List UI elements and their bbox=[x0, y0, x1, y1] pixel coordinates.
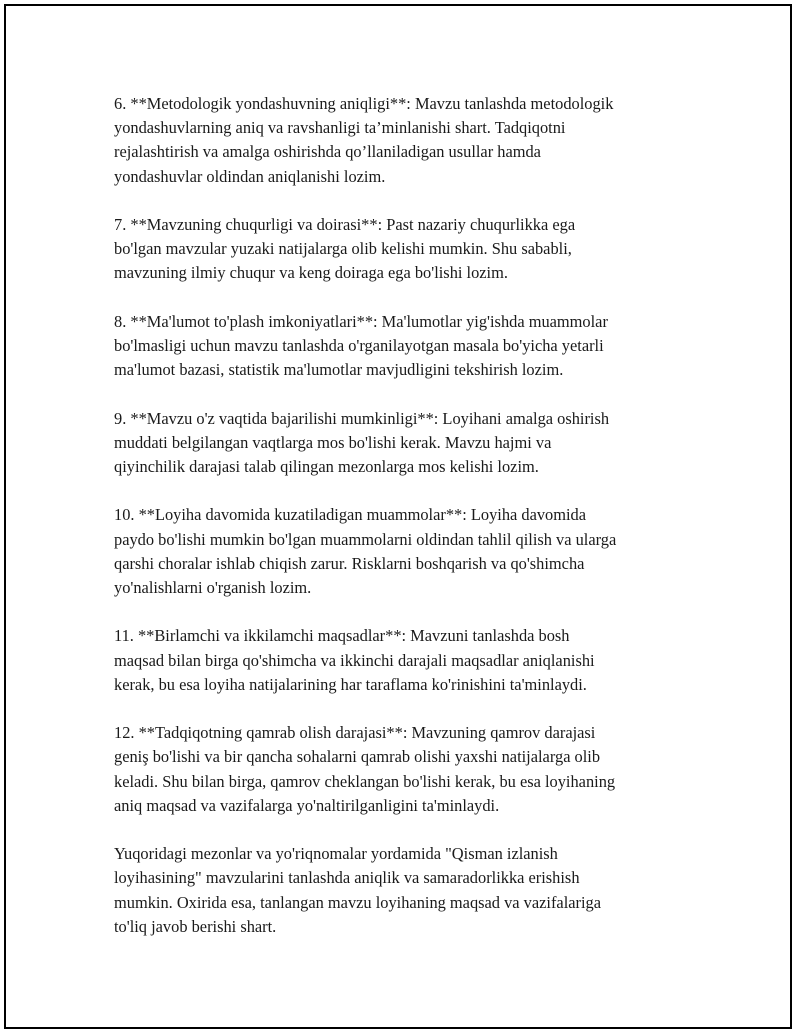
paragraph bbox=[114, 310, 714, 383]
paragraph bbox=[114, 407, 714, 480]
paragraph bbox=[114, 624, 714, 697]
text-line: qarshi choralar ishlab chiqish zarur. Risklarni boshqarish va qo'shimcha bbox=[114, 553, 585, 573]
text-line: yondashuvlar oldindan aniqlanishi lozim. bbox=[114, 166, 386, 186]
text-line: loyihasining" mavzularini tanlashda aniqlik va samaradorlikka erishish bbox=[114, 868, 580, 888]
text-line: maqsad bilan birga qo'shimcha va ikkinchi darajali maqsadlar aniqlanishi bbox=[114, 650, 595, 670]
text-line: 12. **Tadqiqotning qamrab olish darajasi**: Mavzuning qamrov darajasi bbox=[114, 723, 596, 743]
paragraph bbox=[114, 92, 714, 189]
text-line: keladi. Shu bilan birga, qamrov cheklangan bo'lishi kerak, bu esa loyihaning bbox=[114, 771, 616, 791]
paragraph bbox=[114, 721, 714, 818]
text-line: muddati belgilangan vaqtlarga mos bo'lishi kerak. Mavzu hajmi va bbox=[114, 432, 552, 452]
text-line: ma'lumot bazasi, statistik ma'lumotlar mavjudligini tekshirish lozim. bbox=[114, 360, 564, 380]
paragraph bbox=[114, 213, 714, 286]
paragraph bbox=[114, 842, 714, 939]
text-line: kerak, bu esa loyiha natijalarining har taraflama ko'rinishini ta'minlaydi. bbox=[114, 674, 587, 694]
text-line: geniş bo'lishi va bir qancha sohalarni qamrab olishi yaxshi natijalarga olib bbox=[114, 747, 601, 767]
text-line: 7. **Mavzuning chuqurligi va doirasi**: Past nazariy chuqurlikka ega bbox=[114, 215, 576, 234]
text-line: qiyinchilik darajasi talab qilingan mezonlarga mos kelishi lozim. bbox=[114, 457, 539, 476]
paragraph bbox=[114, 503, 714, 600]
text-line: yo'nalishlarni o'rganish lozim. bbox=[114, 578, 312, 597]
text-line: yondashuvlarning aniq va ravshanligi ta’minlanishi shart. Tadqiqotni bbox=[114, 118, 566, 138]
text-line: bo'lgan mavzular yuzaki natijalarga olib kelishi mumkin. Shu sababli, bbox=[114, 239, 572, 259]
text-line: 11. **Birlamchi va ikkilamchi maqsadlar**: Mavzuni tanlashda bosh bbox=[114, 626, 570, 646]
text-line: 10. **Loyiha davomida kuzatiladigan muammolar**: Loyiha davomida bbox=[114, 505, 587, 525]
text-line: rejalashtirish va amalga oshirishda qo’llaniladigan usullar hamda bbox=[114, 142, 541, 162]
text-line: aniq maqsad va vazifalarga yo'naltirilganligini ta'minlaydi. bbox=[114, 795, 500, 815]
text-line: 8. **Ma'lumot to'plash imkoniyatlari**: Ma'lumotlar yig'ishda muammolar bbox=[114, 311, 608, 331]
text-line: 6. **Metodologik yondashuvning aniqligi**: Mavzu tanlashda metodologik bbox=[114, 94, 614, 113]
text-line: mumkin. Oxirida esa, tanlangan mavzu loyihaning maqsad va vazifalariga bbox=[114, 892, 602, 912]
document-body bbox=[114, 92, 714, 963]
text-line: paydo bo'lishi mumkin bo'lgan muammolarni oldindan tahlil qilish va ularga bbox=[114, 529, 617, 549]
text-line: bo'lmasligi uchun mavzu tanlashda o'rganilayotgan masala bo'yicha yetarli bbox=[114, 336, 604, 355]
text-line: Yuqoridagi mezonlar va yo'riqnomalar yordamida "Qisman izlanish bbox=[114, 844, 558, 864]
text-line: mavzuning ilmiy chuqur va keng doiraga ega bo'lishi lozim. bbox=[114, 263, 508, 283]
text-line: 9. **Mavzu o'z vaqtida bajarilishi mumkinligi**: Loyihani amalga oshirish bbox=[114, 408, 610, 428]
text-line: to'liq javob berishi shart. bbox=[114, 916, 277, 936]
